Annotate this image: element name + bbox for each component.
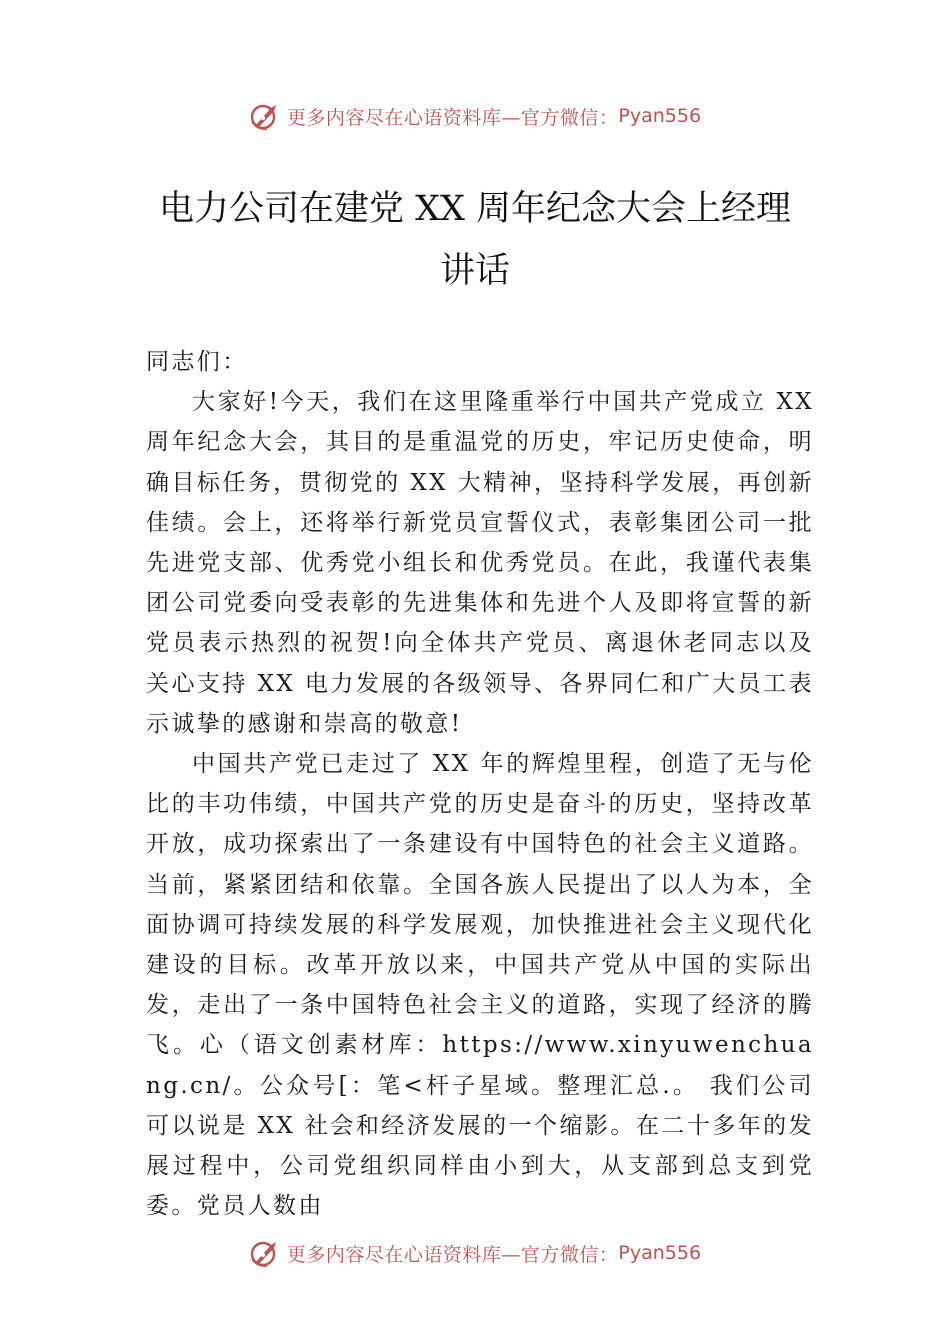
banner-text: 更多内容尽在心语资料库—官方微信： (286, 106, 619, 129)
banner-text: 更多内容尽在心语资料库—官方微信： (286, 1243, 619, 1266)
paragraph: 中国共产党已走过了 XX 年的辉煌里程，创造了无与伦比的丰功伟绩，中国共产党的历史是奋斗的历史，坚持改革开放，成功探索出了一条建设有中国特色的社会主义道路。当前，紧紧团结和依靠。全国各族人民提出了以人为本，全面协调可持续发展的科学发展观，加快推进社会主义现代化建设的目标。改革开放以来，中国共产党从中国的实际出发，走出了一条中国特色社会主义的道路，实现了经济的腾飞。心（语文创素材库：https://www.xinyuwenchuang.cn/。公众号[：笔<杆子星域。整理汇总.。 我们公司可以说是 XX 社会和经济发展的一个缩影。在二十多年的发展过程中，公司党组织同样由小到大，从支部到总支到党委。党员人数由 (146, 751, 814, 1220)
document-body (146, 342, 814, 1226)
paragraph: 大家好!今天，我们在这里隆重举行中国共产党成立 XX 周年纪念大会，其目的是重温党的历史，牢记历史使命，明确目标任务，贯彻党的 XX 大精神，坚持科学发展，再创新佳绩。会上，还将举行新党员宣誓仪式，表彰集团公司一批先进党支部、优秀党小组长和优秀党员。在此，我谨代表集团公司党委向受表彰的先进集体和先进个人及即将宣誓的新党员表示热烈的祝贺!向全体共产党员、离退休老同志以及关心支持 XX 电力发展的各级领导、各界同仁和广大员工表示诚挚的感谢和崇高的敬意! (146, 389, 814, 737)
footer-banner (0, 1233, 950, 1273)
pen-nib-icon (249, 1237, 281, 1269)
header-banner (0, 96, 950, 136)
title-line-2: 讲话 (439, 251, 510, 291)
document-title (140, 178, 810, 302)
wechat-id: Pyan556 (618, 1242, 702, 1264)
pen-nib-icon (249, 100, 281, 132)
wechat-id: Pyan556 (618, 105, 702, 127)
title-line-1: 电力公司在建党 XX 周年纪念大会上经理 (158, 189, 792, 229)
salutation: 同志们： (146, 349, 248, 375)
